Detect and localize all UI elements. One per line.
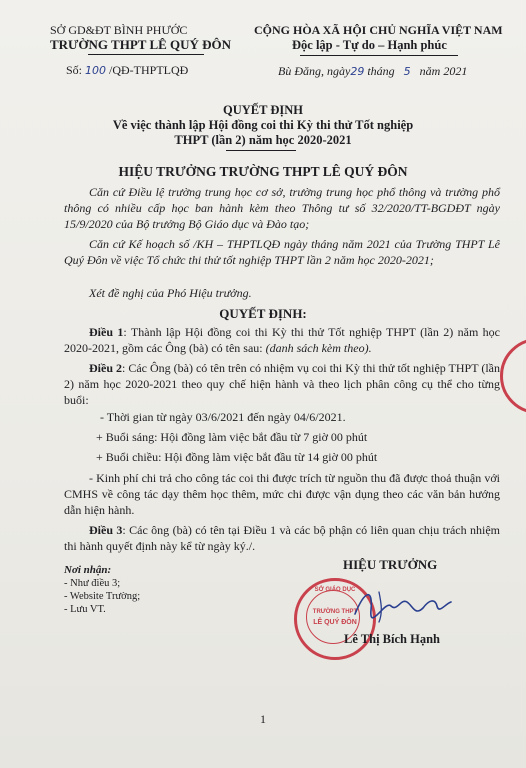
article-3-label: Điều 3 — [89, 523, 123, 537]
preamble-paragraph-3: Xét đề nghị của Phó Hiệu trưởng. — [89, 286, 252, 300]
funding-note: - Kinh phí chi trả cho công tác coi thi được trích từ nguồn thu đã được thoả thuận với CMHS về công tác dạy thêm học thêm, mức chi được vận dụng theo các văn bản hướng dẫn hiện hành. — [64, 471, 500, 517]
decision-heading: QUYẾT ĐỊNH: — [219, 306, 307, 321]
article-3-text: : Các ông (bà) có tên tại Điều 1 và các bộ phận có liên quan chịu trách nhiệm thi hành quyết định này kể từ ngày ký./. — [64, 523, 501, 553]
number-handwritten: 100 — [85, 64, 107, 77]
motto-underline — [300, 55, 458, 56]
article-1 — [64, 324, 500, 356]
signatory-title: HIỆU TRƯỞNG — [343, 557, 438, 572]
title-underline — [226, 150, 296, 151]
month-handwritten: 5 — [403, 65, 411, 78]
number-prefix: Số: — [66, 63, 83, 77]
article-1-text: : Thành lập Hội đồng coi thi Kỳ thi thử Tốt nghiệp THPT (lần 2) năm học 2020-2021, gồm các Ông (bà) có tên sau: — [64, 325, 501, 355]
school-name: TRƯỜNG THPT LÊ QUÝ ĐÔN — [50, 37, 232, 52]
document-number — [66, 63, 188, 78]
issuing-authority: HIỆU TRƯỞNG TRƯỜNG THPT LÊ QUÝ ĐÔN — [118, 164, 408, 179]
schedule-afternoon: + Buổi chiều: Hội đồng làm việc bắt đầu từ 14 giờ 00 phút — [96, 450, 378, 464]
day-handwritten: 29 — [350, 65, 365, 78]
page-number: 1 — [260, 712, 266, 726]
article-1-note: (danh sách kèm theo). — [265, 341, 372, 355]
document-subject-line2: THPT (lần 2) năm học 2020-2021 — [174, 133, 352, 147]
country-name: CỘNG HÒA XÃ HỘI CHỦ NGHĨA VIỆT NAM — [254, 23, 503, 37]
recipient-item: - Lưu VT. — [64, 604, 106, 615]
place-label: Bù Đăng, ngày — [278, 64, 351, 78]
number-suffix: /QĐ-THPTLQĐ — [109, 63, 189, 77]
article-2 — [64, 360, 500, 408]
schedule-morning: + Buổi sáng: Hội đồng làm việc bắt đầu từ 7 giờ 00 phút — [96, 430, 368, 444]
article-2-label: Điều 2 — [89, 361, 122, 375]
seal-center-line2: LÊ QUÝ ĐÔN — [313, 619, 357, 626]
recipient-item: - Như điều 3; — [64, 578, 121, 589]
article-2-text: : Các Ông (bà) có tên trên có nhiệm vụ coi thi Kỳ thi thử tốt nghiệp THPT (lần 2) năm học 2020-2021 theo quy chế hiện hành và theo lịch phân công cụ thể cho từng buổi: — [64, 361, 500, 407]
partial-seal — [500, 338, 526, 414]
month-label: tháng — [367, 64, 395, 78]
preamble-paragraph-2: Căn cứ Kế hoạch số /KH – THPTLQĐ ngày tháng năm 2021 của Trường THPT Lê Quý Đôn về việc Tổ chức thi thử tốt nghiệp THPT lần 2 năm học 2020-2021; — [64, 237, 500, 267]
seal-top-text: SỞ GIÁO DỤC — [314, 587, 356, 593]
document-heading: QUYẾT ĐỊNH — [223, 103, 303, 117]
national-motto: Độc lập - Tự do – Hạnh phúc — [292, 38, 447, 52]
department-name: SỞ GD&ĐT BÌNH PHƯỚC — [50, 23, 188, 37]
recipient-item: - Website Trường; — [64, 591, 141, 602]
recipients-label: Nơi nhận: — [64, 564, 112, 576]
signatory-name: Lê Thị Bích Hạnh — [344, 632, 440, 646]
preamble-paragraph-1: Căn cứ Điều lệ trường trung học cơ sở, trường trung học phổ thông và trường phổ thông có nhiều cấp học ban hành kèm theo Thông tư số 32/2020/TT-BGDĐT ngày 15/9/2020 của Bộ trưởng Bộ Giáo dục và Đào tạo; — [64, 185, 500, 231]
school-underline — [88, 54, 204, 55]
document-subject-line1: Về việc thành lập Hội đồng coi thi Kỳ thi thử Tốt nghiệp — [112, 118, 414, 132]
seal-center-line1: TRƯỜNG THPT — [312, 609, 358, 615]
year-label: năm 2021 — [419, 64, 468, 78]
place-date — [278, 64, 467, 79]
article-1-label: Điều 1 — [89, 325, 124, 339]
schedule-dates: - Thời gian từ ngày 03/6/2021 đến ngày 04/6/2021. — [100, 410, 346, 424]
article-3 — [64, 522, 500, 554]
handwritten-signature — [345, 580, 465, 630]
